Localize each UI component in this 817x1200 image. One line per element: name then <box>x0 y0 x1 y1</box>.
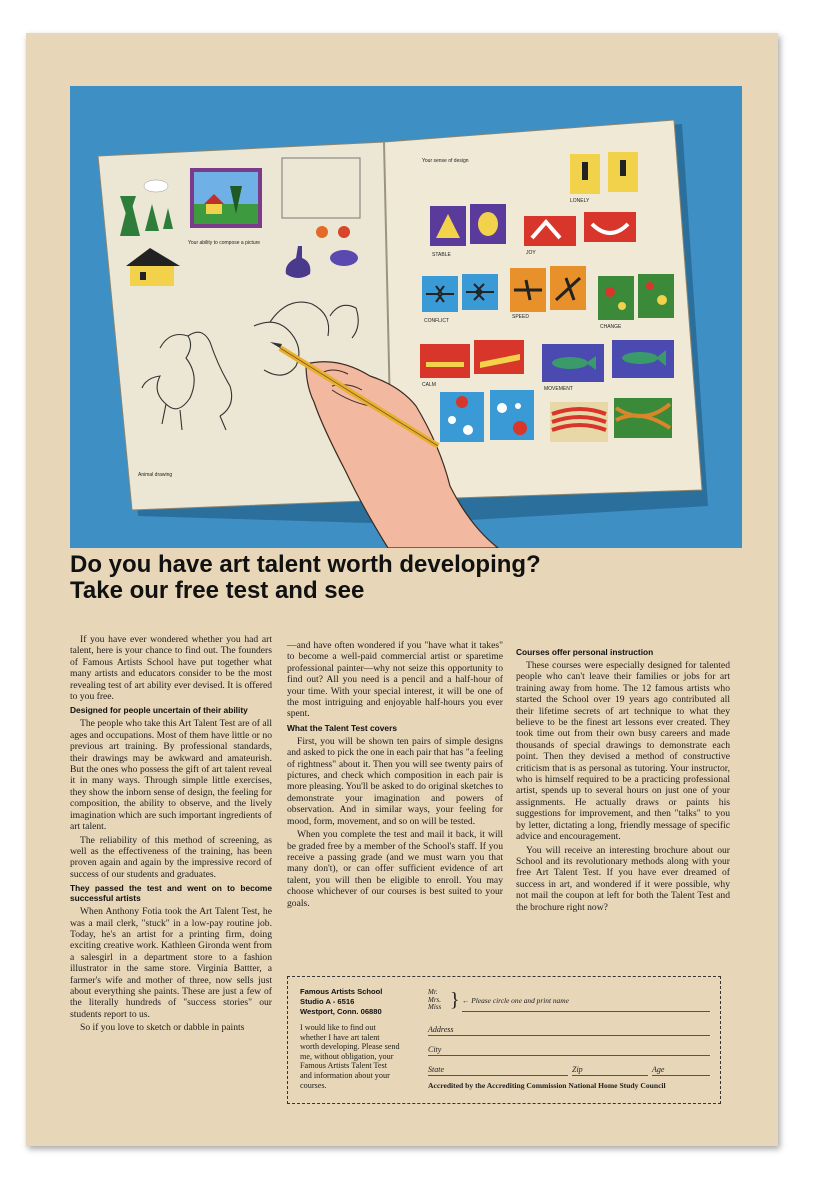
ad-illustration <box>70 86 742 548</box>
address-field[interactable]: Address <box>428 1025 710 1036</box>
paragraph: These courses were especially designed for talented people who can't leave their families or jobs for art training away from home. The 12 famous artists who started the School over 19 years ago contributed all their lifetime secrets of art technique to what they believe to be the finest art lessons ever created. They took time out from their own busy careers and made thousands of special drawings to demonstrate each point. Then they devised a method of constructive criticism that is as personal as tutoring. Your instructor, who is himself required to be a practicing professional artist, spends up to several hours on just one of your assignments. He actually draws or paints his suggestions for improvement, and then "talks" to you by letter, dictating a long, friendly message of specific advice and encouragement. <box>516 660 730 843</box>
article-column-2 <box>287 640 503 911</box>
paragraph: When you complete the test and mail it back, it will be graded free by a member of the School's staff. If you receive a passing grade (and we must warn you that many don't), or can offer sufficient evidence of art talent, you will then be eligible to enroll. You may choose whichever of our courses is best suited to your goals. <box>287 829 503 909</box>
title-miss[interactable]: Miss <box>428 1003 442 1012</box>
design-pair-label: SPEED <box>512 314 529 320</box>
studio: Studio A - 6516 <box>300 997 355 1006</box>
design-pair-label: CALM <box>422 382 436 388</box>
title-options[interactable] <box>428 989 441 1012</box>
open-book-illustration <box>70 86 742 548</box>
title-mrs[interactable]: Mrs. <box>428 995 442 1004</box>
age-field[interactable]: Age <box>652 1065 710 1076</box>
design-pair-label: MOVEMENT <box>544 386 573 392</box>
paragraph: The reliability of this method of screening, as well as the effectiveness of the training, has been proven again and again by the impressive record of success of our students and graduates. <box>70 834 272 880</box>
headline-line-1: Do you have art talent worth developing? <box>70 551 541 578</box>
headline-line-2: Take our free test and see <box>70 577 365 604</box>
school-name: Famous Artists School <box>300 987 383 996</box>
zip-field[interactable]: Zip <box>572 1065 648 1076</box>
school-city: Westport, Conn. 06880 <box>300 1007 382 1016</box>
paragraph: The people who take this Art Talent Test are of all ages and occupations. Most of them have little or no previous art training. By professional standards, their drawings may be awkward and amateurish. But the ones who possess the gift of art talent reveal it in many ways. Through simple little exercises, they show the inborn sense of design, the feeling for composition, the ability to observe, and the lively imagination which are such important ingredients of art talent. <box>70 718 272 833</box>
city-field[interactable]: City <box>428 1045 710 1056</box>
paragraph: When Anthony Fotia took the Art Talent Test, he was a mail clerk, "stuck" in a low-pay routine job. Today, he's an artist for a printing firm, doing exciting creative work. Kathleen Gironda went from a salesgirl in a department store to a fashion illustrator in the same store. Virginia Battter, a farmer's wife and mother of three, now sells just about everything she paints. These are just a few of the literally hundreds of "success stories" our students report to us. <box>70 906 272 1020</box>
design-pair-label: JOY <box>526 250 536 256</box>
subheading: They passed the test and went on to become successful artists <box>70 883 272 904</box>
paragraph: So if you love to sketch or dabble in paints <box>80 1022 245 1034</box>
headline <box>70 552 750 604</box>
article-column-1 <box>70 634 272 1036</box>
design-pair-label: CONFLICT <box>424 318 449 324</box>
paragraph: If you have ever wondered whether you had art talent, here is your chance to find out. The founders of Famous Artists School have put together what many artists and educators consider to be the most revealing test of art ability ever devised. It is offered to you free. <box>70 634 272 703</box>
mail-in-coupon[interactable] <box>287 976 721 1104</box>
design-header: Your sense of design <box>422 158 469 164</box>
name-field[interactable] <box>462 1011 710 1012</box>
paragraph: You will receive an interesting brochure about our School and its revolutionary methods along with your free Art Talent Test. If you have ever dreamed of success in art, and wondered if it were possible, why not mail the coupon at left for both the Talent Test and the brochure right now? <box>516 844 730 913</box>
design-pair-label: STABLE <box>432 252 451 258</box>
school-address <box>300 987 412 1017</box>
design-pair-label: LONELY <box>570 198 590 204</box>
article-column-3 <box>516 644 730 915</box>
coupon-request-text: I would like to find out whether I have art talent worth developing. Please send me, without obligation, your Famous Artists Talent Test and information about your courses. <box>300 1023 400 1090</box>
subheading: What the Talent Test covers <box>287 722 397 733</box>
design-pair-label: CHANGE <box>600 324 622 330</box>
subheading: Courses offer personal instruction <box>516 647 654 657</box>
name-instruction: ← Please circle one and print name <box>462 996 569 1005</box>
caption-animal: Animal drawing <box>138 472 173 478</box>
brace-icon: } <box>450 989 460 1011</box>
paragraph: First, you will be shown ten pairs of simple designs and asked to pick the one in each pair that has "a feeling of rightness" about it. Then you will see twenty pairs of pictures, and check which composition in each pair is more pleasing. You'll be asked to do original sketches to demonstrate your imagination and powers of observation. And in similar ways, your feeling for mood, form, movement, and so on will be tested. <box>287 735 503 827</box>
accreditation-note: Accredited by the Accrediting Commission National Home Study Council <box>428 1081 666 1090</box>
subheading: Designed for people uncertain of their ability <box>70 705 248 716</box>
paragraph: —and have often wondered if you "have what it takes" to become a well-paid commercial artist or sparetime professional painter—why not seize this opportunity to find out? All you need is a pencil and a half-hour of your time. With your special interest, it will be one of the most intriguing and enjoyable half-hours you ever spent. <box>287 640 503 720</box>
caption-compose: Your ability to compose a picture <box>188 240 261 246</box>
title-mr[interactable]: Mr. <box>428 988 438 996</box>
state-field[interactable]: State <box>428 1065 568 1076</box>
